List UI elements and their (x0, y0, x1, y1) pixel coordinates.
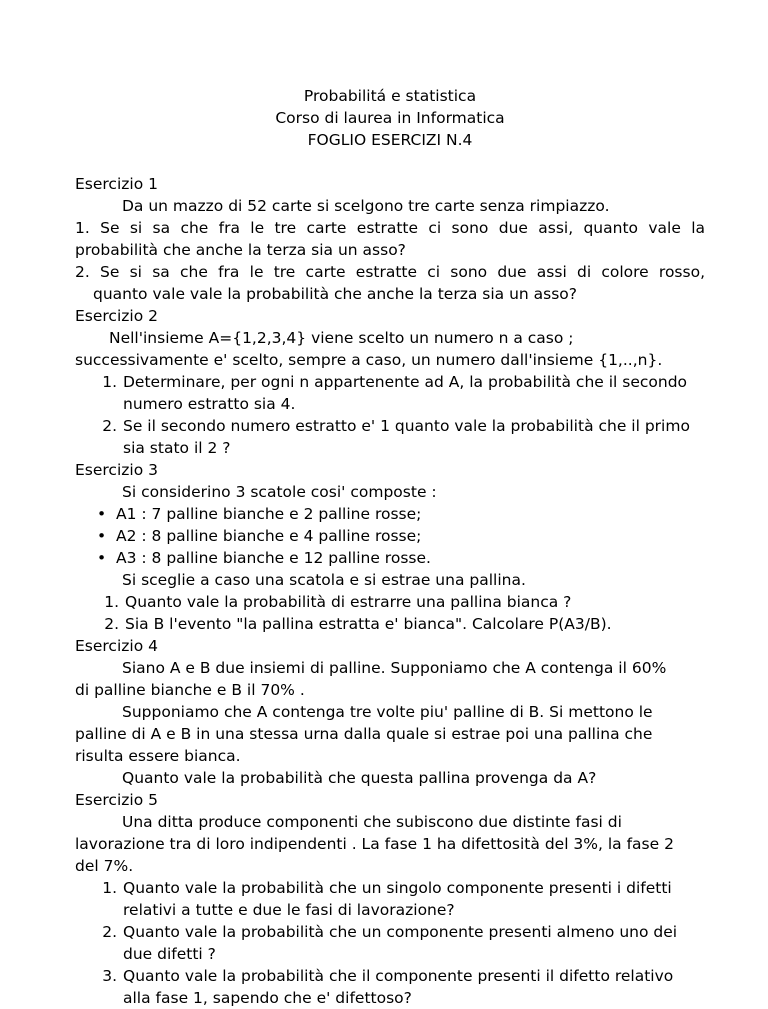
list-item-text: Quanto vale la probabilità che un singolo componente presenti i difetti (123, 879, 672, 897)
list-item-text: Quanto vale la probabilità di estrarre una pallina bianca ? (125, 593, 572, 611)
exercise-2-intro-line-1: Nell'insieme A={1,2,3,4} viene scelto un numero n a caso ; (109, 329, 574, 347)
exercise-4-paragraph-1-line-1: Siano A e B due insiemi di palline. Supponiamo che A contenga il 60% (122, 659, 667, 677)
exercise-4-paragraph-2-line-3: risulta essere bianca. (75, 747, 241, 765)
bullet-icon: • (97, 549, 107, 567)
list-number: 1. (102, 373, 117, 391)
exercise-3-after: Si sceglie a caso una scatola e si estrae una pallina. (122, 571, 526, 589)
exercise-1-question-2-line-2: quanto vale vale la probabilità che anche la terza sia un asso? (93, 285, 577, 303)
exercise-2 (75, 305, 705, 459)
list-item-text: Se il secondo numero estratto e' 1 quanto vale la probabilità che il primo (123, 417, 690, 435)
list-item (75, 503, 705, 525)
list-item-text: alla fase 1, sapendo che e' difettoso? (123, 989, 412, 1007)
list-number: 1. (102, 879, 117, 897)
list-number: 2. (102, 923, 117, 941)
list-item-text: Quanto vale la probabilità che il componente presenti il difetto relativo (123, 967, 674, 985)
exercise-4-paragraph-2-line-1: Supponiamo che A contenga tre volte piu' palline di B. Si mettono le (122, 703, 653, 721)
exercise-4 (75, 635, 705, 789)
list-item-text: Quanto vale la probabilità che un componente presenti almeno uno dei (123, 923, 678, 941)
list-number: 2. (102, 417, 117, 435)
list-number: 1. (104, 593, 119, 611)
list-item-text: numero estratto sia 4. (123, 395, 296, 413)
exercise-1-intro: Da un mazzo di 52 carte si scelgono tre carte senza rimpiazzo. (122, 197, 610, 215)
exercise-2-title: Esercizio 2 (75, 307, 158, 325)
exercise-3-intro: Si considerino 3 scatole cosi' composte : (122, 483, 437, 501)
degree-program: Corso di laurea in Informatica (275, 109, 505, 127)
list-item-text: A2 : 8 palline bianche e 4 palline rosse; (116, 527, 422, 545)
list-item (75, 591, 705, 613)
list-item-text: due difetti ? (123, 945, 216, 963)
list-item (75, 921, 705, 965)
bullet-icon: • (97, 505, 107, 523)
exercise-1-question-1-line-2: probabilità che anche la terza sia un asso? (75, 241, 406, 259)
document-page (75, 85, 705, 1009)
exercise-1 (75, 173, 705, 305)
exercise-4-question: Quanto vale la probabilità che questa pallina provenga da A? (122, 769, 597, 787)
list-item (75, 415, 705, 459)
list-number: 2. (104, 615, 119, 633)
list-item (75, 371, 705, 415)
exercise-2-intro-line-2: successivamente e' scelto, sempre a caso, un numero dall'insieme {1,..,n}. (75, 351, 663, 369)
bullet-icon: • (97, 527, 107, 545)
sheet-title: FOGLIO ESERCIZI N.4 (307, 131, 473, 149)
list-item-text: A3 : 8 palline bianche e 12 palline rosse. (116, 549, 431, 567)
exercise-3 (75, 459, 705, 635)
exercise-5 (75, 789, 705, 1009)
list-number: 3. (102, 967, 117, 985)
exercise-5-paragraph-line-1: Una ditta produce componenti che subiscono due distinte fasi di (122, 813, 622, 831)
list-item (75, 877, 705, 921)
exercise-3-title: Esercizio 3 (75, 461, 158, 479)
exercise-4-paragraph-2-line-2: palline di A e B in una stessa urna dalla quale si estrae poi una pallina che (75, 725, 653, 743)
list-item (75, 525, 705, 547)
list-item-text: A1 : 7 palline bianche e 2 palline rosse; (116, 505, 422, 523)
document-header (75, 85, 705, 151)
list-item (75, 965, 705, 1009)
list-item-text: Sia B l'evento "la pallina estratta e' bianca". Calcolare P(A3/B). (125, 615, 612, 633)
list-item (75, 547, 705, 569)
exercise-5-title: Esercizio 5 (75, 791, 158, 809)
exercise-1-title: Esercizio 1 (75, 175, 158, 193)
list-item (75, 613, 705, 635)
course-title: Probabilitá e statistica (303, 87, 477, 105)
list-item-text: relativi a tutte e due le fasi di lavorazione? (123, 901, 455, 919)
exercise-5-paragraph-line-2: lavorazione tra di loro indipendenti . La fase 1 ha difettosità del 3%, la fase 2 (75, 835, 674, 853)
exercise-5-paragraph-line-3: del 7%. (75, 857, 134, 875)
list-item-text: sia stato il 2 ? (123, 439, 231, 457)
exercise-4-title: Esercizio 4 (75, 637, 158, 655)
exercise-1-question-2-line-1: 2. Se si sa che fra le tre carte estratte ci sono due assi di colore rosso, (75, 263, 705, 281)
exercise-4-paragraph-1-line-2: di palline bianche e B il 70% . (75, 681, 305, 699)
list-item-text: Determinare, per ogni n appartenente ad A, la probabilità che il secondo (123, 373, 688, 391)
exercise-1-question-1-line-1: 1. Se si sa che fra le tre carte estratte ci sono due assi, quanto vale la (75, 219, 705, 237)
